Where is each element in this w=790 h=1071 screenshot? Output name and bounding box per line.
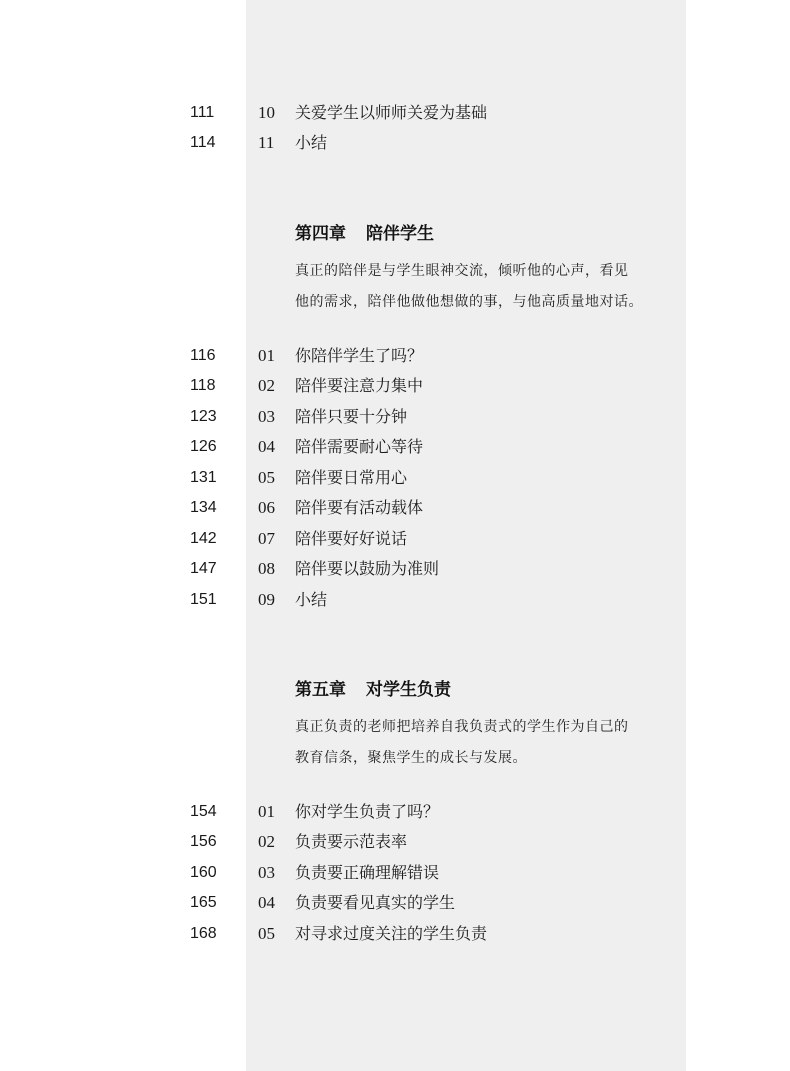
toc-section-title: 负责要正确理解错误 <box>295 863 440 882</box>
toc-section-title: 关爱学生以师师关爱为基础 <box>295 103 488 122</box>
toc-section-title: 负责要看见真实的学生 <box>295 893 456 912</box>
toc-section-number: 02 <box>258 832 275 851</box>
toc-section-title: 小结 <box>295 133 328 152</box>
toc-section-title: 对寻求过度关注的学生负责 <box>295 924 488 943</box>
toc-section-number: 04 <box>258 437 275 456</box>
chapter-description-line: 真正负责的老师把培养自我负责式的学生作为自己的 <box>295 719 629 735</box>
toc-entry[interactable] <box>0 830 790 854</box>
toc-page-number: 147 <box>190 560 217 577</box>
toc-section-number: 02 <box>258 376 275 395</box>
toc-section-title: 陪伴要注意力集中 <box>295 376 424 395</box>
chapter-label: 第五章 <box>295 680 346 700</box>
toc-section-title: 小结 <box>295 590 328 609</box>
toc-page-number: 131 <box>190 469 217 486</box>
toc-section-title: 你陪伴学生了吗？ <box>295 346 424 365</box>
toc-section-number: 09 <box>258 590 275 609</box>
toc-entry[interactable] <box>0 435 790 459</box>
toc-entry[interactable] <box>0 922 790 946</box>
toc-entry[interactable] <box>0 588 790 612</box>
toc-entry[interactable] <box>0 466 790 490</box>
toc-section-number: 05 <box>258 468 275 487</box>
toc-section-title: 负责要示范表率 <box>295 832 408 851</box>
toc-section-number: 07 <box>258 529 275 548</box>
toc-section-number: 03 <box>258 407 275 426</box>
toc-page-number: 165 <box>190 894 217 911</box>
toc-section-title: 陪伴需要耐心等待 <box>295 437 424 456</box>
toc-page-number: 126 <box>190 438 217 455</box>
toc-section-title: 陪伴要有活动载体 <box>295 498 424 517</box>
toc-page-number: 118 <box>190 377 216 394</box>
chapter-description-line: 教育信条，聚焦学生的成长与发展。 <box>295 750 527 766</box>
toc-section-number: 10 <box>258 103 275 122</box>
toc-page-number: 151 <box>190 591 217 608</box>
toc-entry[interactable] <box>0 496 790 520</box>
toc-entry[interactable] <box>0 374 790 398</box>
toc-entry[interactable] <box>0 405 790 429</box>
toc-page-number: 154 <box>190 803 217 820</box>
toc-page-number: 168 <box>190 925 217 942</box>
toc-section-number: 03 <box>258 863 275 882</box>
chapter-title: 陪伴学生 <box>366 224 434 244</box>
toc-section-number: 06 <box>258 498 275 517</box>
toc-section-number: 05 <box>258 924 275 943</box>
toc-page-number: 114 <box>190 134 216 151</box>
toc-page-number: 134 <box>190 499 217 516</box>
toc-page-number: 111 <box>190 104 215 121</box>
toc-entry[interactable] <box>0 800 790 824</box>
chapter-description-line: 他的需求，陪伴他做他想做的事，与他高质量地对话。 <box>295 294 643 310</box>
toc-page-number: 142 <box>190 530 217 547</box>
chapter-description-line: 真正的陪伴是与学生眼神交流，倾听他的心声，看见 <box>295 263 629 279</box>
toc-entry[interactable] <box>0 101 790 125</box>
toc-section-number: 11 <box>258 133 275 152</box>
toc-entry[interactable] <box>0 527 790 551</box>
toc-page-number: 160 <box>190 864 217 881</box>
chapter-heading <box>295 221 434 247</box>
toc-entry[interactable] <box>0 557 790 581</box>
toc-entry[interactable] <box>0 131 790 155</box>
toc-section-title: 陪伴要以鼓励为准则 <box>295 559 440 578</box>
chapter-description <box>295 712 675 774</box>
toc-section-number: 04 <box>258 893 275 912</box>
toc-page-number: 123 <box>190 408 217 425</box>
toc-section-title: 陪伴要日常用心 <box>295 468 408 487</box>
toc-entry[interactable] <box>0 861 790 885</box>
chapter-title: 对学生负责 <box>366 680 451 700</box>
chapter-description <box>295 256 675 318</box>
chapter-heading <box>295 677 451 703</box>
toc-section-title: 陪伴要好好说话 <box>295 529 408 548</box>
toc-entry[interactable] <box>0 891 790 915</box>
toc-section-title: 你对学生负责了吗？ <box>295 802 440 821</box>
toc-page-number: 156 <box>190 833 217 850</box>
toc-section-number: 01 <box>258 346 275 365</box>
toc-section-number: 08 <box>258 559 275 578</box>
toc-page-number: 116 <box>190 347 216 364</box>
chapter-label: 第四章 <box>295 224 346 244</box>
toc-section-number: 01 <box>258 802 275 821</box>
toc-section-title: 陪伴只要十分钟 <box>295 407 408 426</box>
toc-entry[interactable] <box>0 344 790 368</box>
